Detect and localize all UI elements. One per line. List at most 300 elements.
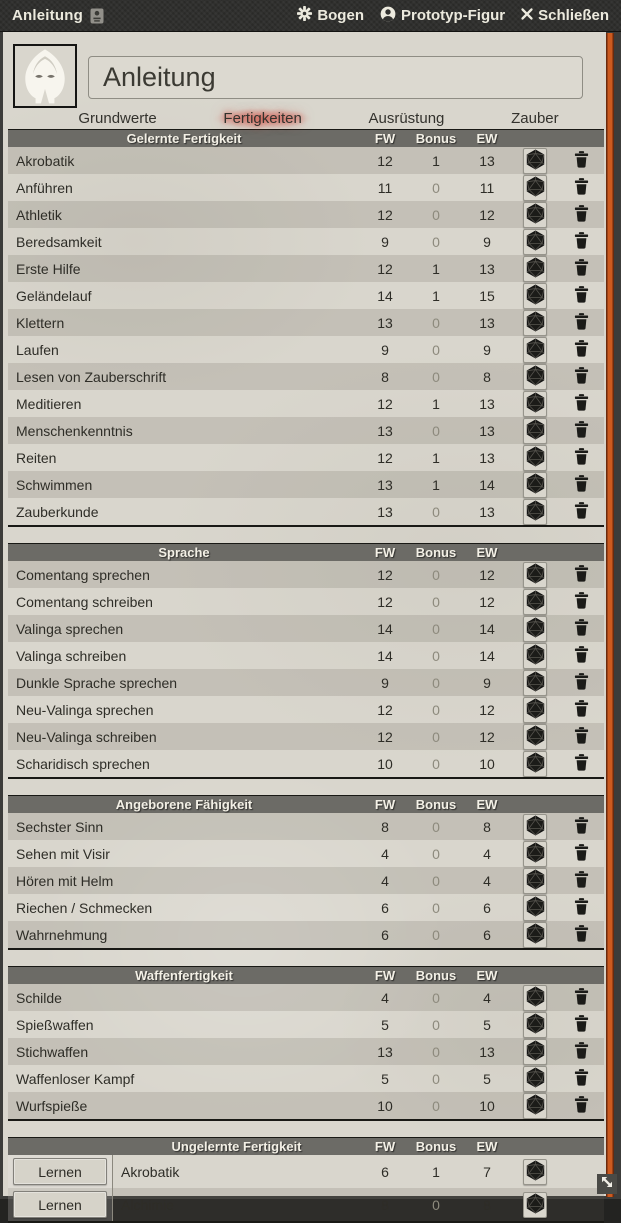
skill-ew-value: 14 — [479, 476, 495, 493]
roll-d20-button[interactable] — [523, 337, 547, 363]
skill-name: Athletik — [16, 206, 62, 223]
trash-icon — [574, 151, 589, 171]
d20-dice-icon — [526, 1193, 545, 1217]
roll-d20-button[interactable] — [523, 589, 547, 615]
skill-row — [8, 417, 604, 444]
skill-name: Akrobatik — [121, 1163, 180, 1180]
roll-d20-button[interactable] — [523, 616, 547, 642]
skill-row — [8, 336, 604, 363]
skill-bonus-value: 0 — [432, 899, 440, 916]
skill-ew-value: 9 — [483, 233, 491, 250]
d20-dice-icon — [526, 365, 545, 389]
skill-table — [8, 1137, 604, 1223]
skill-ew-value: 12 — [479, 593, 495, 610]
skill-row — [8, 894, 604, 921]
skill-ew-value: 6 — [483, 926, 491, 943]
skill-name: Waffenloser Kampf — [16, 1070, 135, 1087]
skill-ew-value: 4 — [483, 845, 491, 862]
skill-bonus-value: 0 — [432, 422, 440, 439]
delete-skill-button[interactable] — [574, 673, 589, 693]
d20-dice-icon — [526, 473, 545, 497]
roll-d20-button[interactable] — [523, 202, 547, 228]
d20-dice-icon — [526, 338, 545, 362]
skill-bonus-value: 0 — [432, 368, 440, 385]
column-header-ew: EW — [476, 131, 498, 146]
skill-ew-value: 12 — [479, 566, 495, 583]
delete-skill-button[interactable] — [574, 898, 589, 918]
skill-row — [8, 444, 604, 471]
column-header-ew: EW — [476, 968, 498, 983]
skill-ew-value: 12 — [479, 701, 495, 718]
skill-row — [8, 363, 604, 390]
roll-d20-button[interactable] — [523, 1093, 547, 1119]
menu-item-label: Schließen — [538, 7, 609, 24]
skill-name: Valinga schreiben — [16, 647, 127, 664]
skill-bonus-value: 0 — [432, 926, 440, 943]
delete-skill-button[interactable] — [574, 871, 589, 891]
d20-dice-icon — [526, 752, 545, 776]
skill-bonus-value: 0 — [432, 845, 440, 862]
trash-icon — [574, 205, 589, 225]
skill-fw-value: 13 — [377, 1043, 393, 1060]
d20-dice-icon — [526, 986, 545, 1010]
roll-d20-button[interactable] — [523, 1192, 547, 1218]
skill-row — [8, 1155, 604, 1188]
skill-name: Meditieren — [16, 395, 82, 412]
delete-skill-button[interactable] — [574, 232, 589, 252]
skill-fw-value: 12 — [377, 206, 393, 223]
skill-row — [8, 723, 604, 750]
delete-skill-button[interactable] — [574, 502, 589, 522]
roll-d20-button[interactable] — [523, 922, 547, 948]
skill-row — [8, 750, 604, 777]
skill-name: Neu-Valinga sprechen — [16, 701, 154, 718]
skill-fw-value: 13 — [377, 422, 393, 439]
gear-icon — [297, 6, 312, 25]
skill-bonus-value: 0 — [432, 728, 440, 745]
column-header-fw: FW — [374, 797, 396, 812]
trash-icon — [574, 1096, 589, 1116]
resize-arrow-icon — [600, 1175, 614, 1194]
skill-name: Spießwaffen — [16, 1016, 94, 1033]
skill-bonus-value: 0 — [432, 1097, 440, 1114]
skill-row — [8, 147, 604, 174]
skill-fw-value: 10 — [377, 755, 393, 772]
skill-row — [8, 1188, 604, 1221]
trash-icon — [574, 565, 589, 585]
skill-bonus-value: 0 — [432, 647, 440, 664]
skill-fw-value: 12 — [377, 728, 393, 745]
roll-d20-button[interactable] — [523, 814, 547, 840]
avatar[interactable] — [13, 44, 77, 108]
skill-bonus-value: 1 — [432, 1163, 440, 1180]
skill-name: Laufen — [16, 341, 59, 358]
skill-ew-value: 13 — [479, 395, 495, 412]
roll-d20-button[interactable] — [523, 1012, 547, 1038]
table-header — [8, 1137, 604, 1155]
delete-skill-button[interactable] — [574, 178, 589, 198]
skill-bonus-value: 0 — [432, 593, 440, 610]
skill-row — [8, 498, 604, 525]
d20-dice-icon — [526, 815, 545, 839]
section-title: Angeborene Fähigkeit — [115, 797, 253, 812]
column-header-bonus: Bonus — [415, 545, 457, 560]
skill-name: Dunkle Sprache sprechen — [16, 674, 178, 691]
menu-item-bogen[interactable] — [297, 6, 364, 25]
skill-row — [8, 390, 604, 417]
d20-dice-icon — [526, 698, 545, 722]
d20-dice-icon — [526, 617, 545, 641]
delete-skill-button[interactable] — [574, 448, 589, 468]
delete-skill-button[interactable] — [574, 646, 589, 666]
skill-bonus-value: 0 — [432, 818, 440, 835]
trash-icon — [574, 502, 589, 522]
skill-ew-value: 13 — [479, 152, 495, 169]
roll-d20-button[interactable] — [523, 643, 547, 669]
skill-fw-value: 5 — [381, 1070, 389, 1087]
skill-ew-value: 8 — [483, 818, 491, 835]
d20-dice-icon — [526, 1013, 545, 1037]
skill-name: Klettern — [16, 314, 65, 331]
trash-icon — [574, 1069, 589, 1089]
d20-dice-icon — [526, 725, 545, 749]
skill-row — [8, 561, 604, 588]
skill-fw-value: 4 — [381, 989, 389, 1006]
roll-d20-button[interactable] — [523, 364, 547, 390]
skill-bonus-value: 0 — [432, 674, 440, 691]
skill-name: Schwimmen — [16, 476, 93, 493]
skill-bonus-value: 0 — [432, 566, 440, 583]
menu-item-prototyp-figur[interactable] — [380, 6, 505, 26]
skill-fw-value: 8 — [381, 818, 389, 835]
skill-table — [8, 795, 604, 950]
roll-d20-button[interactable] — [523, 472, 547, 498]
skill-bonus-value: 1 — [432, 395, 440, 412]
skill-ew-value: 5 — [483, 1016, 491, 1033]
delete-skill-button[interactable] — [574, 340, 589, 360]
d20-dice-icon — [526, 392, 545, 416]
skill-bonus-value: 0 — [432, 503, 440, 520]
skill-row — [8, 1038, 604, 1065]
skill-bonus-value: 0 — [432, 701, 440, 718]
skill-row — [8, 642, 604, 669]
roll-d20-button[interactable] — [523, 562, 547, 588]
d20-dice-icon — [526, 203, 545, 227]
skill-bonus-value: 0 — [432, 1196, 440, 1213]
column-header-ew: EW — [476, 545, 498, 560]
column-header-fw: FW — [374, 968, 396, 983]
roll-d20-button[interactable] — [523, 1159, 547, 1185]
skill-ew-value: 10 — [479, 755, 495, 772]
skill-name: Neu-Valinga schreiben — [16, 728, 157, 745]
skill-fw-value: 8 — [381, 368, 389, 385]
window-title: Anleitung — [12, 7, 83, 24]
skill-name: Hören mit Helm — [16, 872, 114, 889]
roll-d20-button[interactable] — [523, 256, 547, 282]
skill-fw-value: 12 — [377, 152, 393, 169]
skill-fw-value: 13 — [377, 503, 393, 520]
trash-icon — [574, 1015, 589, 1035]
table-header — [8, 795, 604, 813]
d20-dice-icon — [526, 590, 545, 614]
skill-bonus-value: 0 — [432, 233, 440, 250]
skill-bonus-value: 1 — [432, 260, 440, 277]
roll-d20-button[interactable] — [523, 697, 547, 723]
skill-row — [8, 867, 604, 894]
d20-dice-icon — [526, 1160, 545, 1184]
roll-d20-button[interactable] — [523, 1066, 547, 1092]
skill-row — [8, 1065, 604, 1092]
roll-d20-button[interactable] — [523, 670, 547, 696]
delete-skill-button[interactable] — [574, 475, 589, 495]
skill-fw-value: 12 — [377, 566, 393, 583]
roll-d20-button[interactable] — [523, 310, 547, 336]
character-header — [3, 32, 606, 108]
skill-fw-value: 11 — [377, 179, 393, 196]
menu-item-schliessen[interactable] — [521, 7, 609, 24]
scrollbar[interactable] — [606, 33, 614, 1197]
roll-d20-button[interactable] — [523, 724, 547, 750]
section-title: Sprache — [158, 545, 210, 560]
skill-name: Wurfspieße — [16, 1097, 88, 1114]
roll-d20-button[interactable] — [523, 283, 547, 309]
d20-dice-icon — [526, 284, 545, 308]
table-header — [8, 966, 604, 984]
trash-icon — [574, 754, 589, 774]
trash-icon — [574, 925, 589, 945]
column-header-bonus: Bonus — [415, 1139, 457, 1154]
skill-name: Erste Hilfe — [16, 260, 81, 277]
roll-d20-button[interactable] — [523, 895, 547, 921]
skill-ew-value: 4 — [483, 989, 491, 1006]
delete-skill-button[interactable] — [574, 988, 589, 1008]
d20-dice-icon — [526, 869, 545, 893]
delete-skill-button[interactable] — [574, 151, 589, 171]
d20-dice-icon — [526, 671, 545, 695]
delete-skill-button[interactable] — [574, 565, 589, 585]
section-title: Waffenfertigkeit — [135, 968, 233, 983]
trash-icon — [574, 844, 589, 864]
column-header-bonus: Bonus — [415, 797, 457, 812]
skill-fw-value: 9 — [381, 233, 389, 250]
tab-grundwerte[interactable]: Grundwerte — [78, 110, 157, 127]
trash-icon — [574, 673, 589, 693]
skill-fw-value: 6 — [381, 899, 389, 916]
skill-name: Stichwaffen — [16, 1043, 89, 1060]
skill-row — [8, 471, 604, 498]
skill-ew-value: 7 — [483, 1163, 491, 1180]
delete-skill-button[interactable] — [574, 367, 589, 387]
skill-bonus-value: 0 — [432, 1016, 440, 1033]
skill-ew-value: 4 — [483, 872, 491, 889]
d20-dice-icon — [526, 446, 545, 470]
roll-d20-button[interactable] — [523, 841, 547, 867]
skill-row — [8, 1011, 604, 1038]
skill-name: Sechster Sinn — [16, 818, 104, 835]
skill-row — [8, 669, 604, 696]
skill-name: Valinga sprechen — [16, 620, 124, 637]
roll-d20-button[interactable] — [523, 229, 547, 255]
skill-row — [8, 840, 604, 867]
skill-bonus-value: 0 — [432, 872, 440, 889]
delete-skill-button[interactable] — [574, 1069, 589, 1089]
learn-button[interactable]: Lernen — [13, 1158, 107, 1185]
skill-name: Geländelauf — [16, 287, 92, 304]
column-header-ew: EW — [476, 1139, 498, 1154]
skill-row — [8, 309, 604, 336]
skill-bonus-value: 0 — [432, 755, 440, 772]
skill-fw-value: 14 — [377, 647, 393, 664]
trash-icon — [574, 232, 589, 252]
skill-ew-value: 12 — [479, 728, 495, 745]
skill-fw-value: 6 — [381, 926, 389, 943]
d20-dice-icon — [526, 419, 545, 443]
delete-skill-button[interactable] — [574, 259, 589, 279]
column-header-ew: EW — [476, 797, 498, 812]
skill-row — [8, 588, 604, 615]
delete-skill-button[interactable] — [574, 754, 589, 774]
character-name-input[interactable] — [88, 56, 583, 99]
d20-dice-icon — [526, 257, 545, 281]
skill-ew-value: 13 — [479, 503, 495, 520]
roll-d20-button[interactable] — [523, 175, 547, 201]
close-icon — [521, 7, 533, 24]
roll-d20-button[interactable] — [523, 985, 547, 1011]
skill-ew-value: 8 — [483, 368, 491, 385]
trash-icon — [574, 313, 589, 333]
skill-ew-value: 11 — [479, 179, 495, 196]
roll-d20-button[interactable] — [523, 418, 547, 444]
trash-icon — [574, 448, 589, 468]
delete-skill-button[interactable] — [574, 1096, 589, 1116]
d20-dice-icon — [526, 1094, 545, 1118]
trash-icon — [574, 259, 589, 279]
skill-ew-value: 13 — [479, 422, 495, 439]
skill-name: Beredsamkeit — [16, 233, 102, 250]
d20-dice-icon — [526, 1067, 545, 1091]
delete-skill-button[interactable] — [574, 394, 589, 414]
skill-name: Anführen — [16, 179, 73, 196]
delete-skill-button[interactable] — [574, 817, 589, 837]
skill-ew-value: 15 — [479, 287, 495, 304]
skill-ew-value: 9 — [483, 674, 491, 691]
column-header-fw: FW — [374, 1139, 396, 1154]
delete-skill-button[interactable] — [574, 700, 589, 720]
delete-skill-button[interactable] — [574, 313, 589, 333]
tab-zauber[interactable]: Zauber — [511, 110, 559, 127]
skill-fw-value: 10 — [377, 1097, 393, 1114]
learn-button[interactable]: Lernen — [13, 1191, 107, 1218]
skill-bonus-value: 1 — [432, 476, 440, 493]
skill-name: Zauberkunde — [16, 503, 99, 520]
skill-fw-value: 8 — [381, 1196, 389, 1213]
skill-bonus-value: 1 — [432, 287, 440, 304]
section-title: Ungelernte Fertigkeit — [171, 1139, 302, 1154]
delete-skill-button[interactable] — [574, 844, 589, 864]
skill-bonus-value: 0 — [432, 989, 440, 1006]
skill-fw-value: 13 — [377, 314, 393, 331]
skill-row — [8, 696, 604, 723]
trash-icon — [574, 898, 589, 918]
skill-name: Lesen von Zauberschrift — [16, 368, 167, 385]
d20-dice-icon — [526, 896, 545, 920]
d20-dice-icon — [526, 149, 545, 173]
skill-row — [8, 201, 604, 228]
skill-fw-value: 14 — [377, 287, 393, 304]
tab-ausruestung[interactable]: Ausrüstung — [368, 110, 445, 127]
delete-skill-button[interactable] — [574, 925, 589, 945]
delete-skill-button[interactable] — [574, 1042, 589, 1062]
d20-dice-icon — [526, 644, 545, 668]
table-header — [8, 543, 604, 561]
tab-bar — [3, 108, 606, 129]
column-header-bonus: Bonus — [415, 968, 457, 983]
skill-name: Wahrnehmung — [16, 926, 108, 943]
skill-bonus-value: 0 — [432, 206, 440, 223]
roll-d20-button[interactable] — [523, 148, 547, 174]
resize-handle[interactable] — [597, 1174, 617, 1194]
titlebar-menu — [297, 6, 609, 26]
skill-fw-value: 12 — [377, 449, 393, 466]
delete-skill-button[interactable] — [574, 592, 589, 612]
delete-skill-button[interactable] — [574, 727, 589, 747]
delete-skill-button[interactable] — [574, 286, 589, 306]
skill-ew-value: 5 — [483, 1070, 491, 1087]
skill-fw-value: 14 — [377, 620, 393, 637]
delete-skill-button[interactable] — [574, 1015, 589, 1035]
delete-skill-button[interactable] — [574, 619, 589, 639]
skill-ew-value: 13 — [479, 1043, 495, 1060]
character-sheet-icon — [90, 8, 104, 24]
skill-bonus-value: 1 — [432, 152, 440, 169]
trash-icon — [574, 421, 589, 441]
skill-row — [8, 921, 604, 948]
roll-d20-button[interactable] — [523, 1039, 547, 1065]
person-icon — [380, 6, 396, 26]
skill-fw-value: 9 — [381, 341, 389, 358]
trash-icon — [574, 394, 589, 414]
trash-icon — [574, 475, 589, 495]
skill-ew-value: 14 — [479, 620, 495, 637]
trash-icon — [574, 286, 589, 306]
skill-bonus-value: 0 — [432, 341, 440, 358]
content-area — [3, 32, 606, 1213]
roll-d20-button[interactable] — [523, 445, 547, 471]
roll-d20-button[interactable] — [523, 499, 547, 525]
column-header-bonus: Bonus — [415, 131, 457, 146]
d20-dice-icon — [526, 176, 545, 200]
skill-name: Menschenkenntnis — [16, 422, 133, 439]
skill-fw-value: 13 — [377, 476, 393, 493]
tab-fertigkeiten[interactable]: Fertigkeiten — [213, 108, 311, 129]
roll-d20-button[interactable] — [523, 751, 547, 777]
roll-d20-button[interactable] — [523, 868, 547, 894]
skill-name: Riechen / Schmecken — [16, 899, 153, 916]
roll-d20-button[interactable] — [523, 391, 547, 417]
skill-fw-value: 12 — [377, 593, 393, 610]
trash-icon — [574, 340, 589, 360]
skill-fw-value: 4 — [381, 872, 389, 889]
trash-icon — [574, 367, 589, 387]
learn-column-spacer — [8, 1138, 113, 1155]
skill-bonus-value: 0 — [432, 620, 440, 637]
skill-name: Schilde — [16, 989, 62, 1006]
d20-dice-icon — [526, 842, 545, 866]
skill-row — [8, 813, 604, 840]
delete-skill-button[interactable] — [574, 421, 589, 441]
trash-icon — [574, 871, 589, 891]
delete-skill-button[interactable] — [574, 205, 589, 225]
